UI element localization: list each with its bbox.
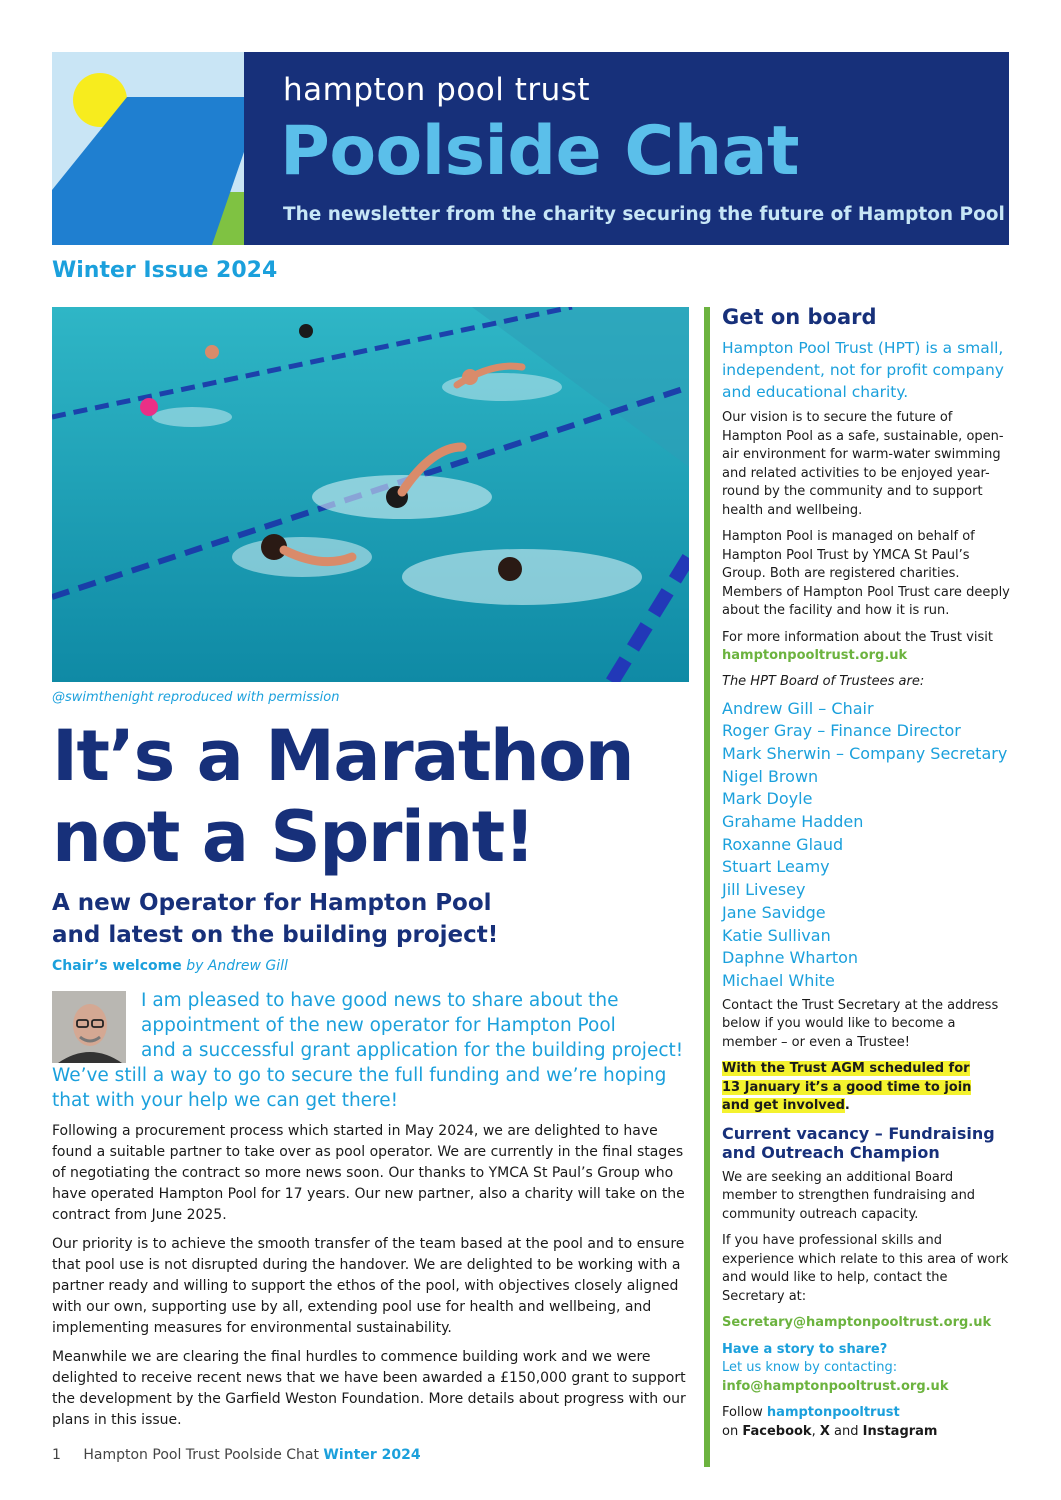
- intro-line-3: and a successful grant application for the building project!: [141, 1040, 684, 1061]
- list-item: Mark Sherwin – Company Secretary: [722, 743, 1008, 763]
- follow-word: Follow: [722, 1405, 763, 1421]
- agm-notice: With the Trust AGM scheduled for 13 January it’s a good time to join and get involved.: [722, 1061, 972, 1114]
- article-paragraph: Meanwhile we are clearing the final hurdles to commence building work and we were delighted to receive recent news that we have been awarded a £150,000 grant to support the development by the Garfield Weston Foundation. More details about progress with our plans in this issue.: [52, 1349, 686, 1428]
- info-email-link[interactable]: info@hamptonpooltrust.org.uk: [722, 1378, 949, 1394]
- intro-line-5: that with your help we can get there!: [52, 1090, 399, 1111]
- sidebar-title: Get on board: [722, 305, 877, 329]
- agm-line-3: and get involved: [722, 1098, 845, 1114]
- sidebar-contact: Contact the Trust Secretary at the address below if you would like to become a member – or even a Trustee!: [722, 997, 999, 1050]
- list-item: Jill Livesey: [722, 880, 806, 900]
- footer-publication: Hampton Pool Trust Poolside Chat: [83, 1447, 319, 1463]
- subheadline: [52, 888, 702, 951]
- social-handle[interactable]: hamptonpooltrust: [766, 1405, 900, 1421]
- chair-intro: [52, 988, 692, 1113]
- more-info-text: For more information about the Trust visit: [722, 629, 993, 645]
- story-text: Let us know by contacting:: [722, 1360, 898, 1376]
- list-item: Roxanne Glaud: [722, 834, 844, 854]
- sidebar-managed: Hampton Pool is managed on behalf of Hampton Pool Trust by YMCA St Paul’s Group. Both are registered charities. Members of Hampton Pool Trust care deeply about the facility and how it is run.: [722, 529, 1010, 618]
- intro-line-1: I am pleased to have good news to share about the: [141, 990, 619, 1011]
- swimmers-photo: [52, 307, 689, 682]
- page-footer: [52, 1447, 421, 1463]
- instagram-label[interactable]: Instagram: [862, 1423, 938, 1439]
- article-paragraph: Our priority is to achieve the smooth transfer of the team based at the pool and to ensure that pool use is not disrupted during the handover. We are delighted to be working with a partner ready and willing to support the ethos of the pool, with objectives closely aligned with our own, supporting use by all, extending pool use for health and wellbeing, and implementing measures for environmental sustainability.: [52, 1236, 685, 1336]
- list-item: Roger Gray – Finance Director: [722, 721, 961, 741]
- intro-line-4: We’ve still a way to go to secure the full funding and we’re hoping: [52, 1065, 667, 1086]
- list-item: Jane Savidge: [722, 902, 826, 922]
- and-word: and: [834, 1423, 859, 1439]
- photo-caption: @swimthenight reproduced with permission: [52, 690, 340, 705]
- headline-line-2: not a Sprint!: [52, 796, 535, 879]
- list-item: Andrew Gill – Chair: [722, 698, 874, 718]
- headline-line-1: It’s a Marathon: [52, 715, 634, 797]
- byline: [52, 958, 288, 974]
- byline-author: by Andrew Gill: [186, 958, 288, 974]
- newsletter-title: Poolside Chat: [280, 112, 800, 191]
- list-item: Grahame Hadden: [722, 812, 864, 832]
- list-item: Stuart Leamy: [722, 857, 830, 877]
- list-item: Katie Sullivan: [722, 925, 831, 945]
- trust-name: hampton pool trust: [283, 72, 591, 108]
- on-word: on: [722, 1423, 739, 1439]
- sidebar-more-info: [722, 629, 1012, 666]
- byline-kicker: Chair’s welcome: [52, 958, 182, 974]
- board-intro: The HPT Board of Trustees are:: [722, 673, 925, 689]
- page-number: 1: [52, 1447, 61, 1463]
- hampton-pool-trust-logo: [52, 52, 244, 245]
- issue-label: Winter Issue 2024: [52, 258, 278, 283]
- article-body: [52, 1121, 692, 1439]
- x-label[interactable]: X: [819, 1423, 830, 1439]
- masthead: [52, 52, 1009, 245]
- info-email-row: [722, 1378, 1012, 1397]
- subheadline-line-1: A new Operator for Hampton Pool: [52, 890, 492, 916]
- list-item: Michael White: [722, 970, 835, 990]
- vacancy-title: Current vacancy – Fundraising and Outreach Champion: [722, 1123, 995, 1163]
- sidebar-vision: Our vision is to secure the future of Hampton Pool as a safe, sustainable, open-air environment for warm-water swimming and related activities to be enjoyed year-round by the community and to support health and wellbeing.: [722, 410, 1004, 518]
- social-follow: Follow hamptonpooltrust on Facebook, X and Instagram: [722, 1405, 938, 1439]
- facebook-label[interactable]: Facebook: [742, 1423, 812, 1439]
- sidebar-rule: [704, 307, 710, 1467]
- intro-line-2: appointment of the new operator for Hampton Pool: [141, 1015, 616, 1036]
- newsletter-tagline: The newsletter from the charity securing the future of Hampton Pool: [283, 204, 1005, 225]
- agm-line-2: 13 January it’s a good time to join: [722, 1079, 972, 1095]
- headline: [52, 716, 702, 878]
- vacancy-text: We are seeking an additional Board member to strengthen fundraising and community outreach capacity.: [722, 1169, 976, 1222]
- sidebar-lead: Hampton Pool Trust (HPT) is a small, independent, not for profit company and educational charity.: [722, 339, 1004, 401]
- list-item: Mark Doyle: [722, 789, 813, 809]
- trustees-list: [722, 698, 1012, 993]
- list-item: Daphne Wharton: [722, 948, 859, 968]
- secretary-email-row: [722, 1314, 1012, 1333]
- website-link[interactable]: hamptonpooltrust.org.uk: [722, 648, 908, 663]
- story-question: Have a story to share?: [722, 1341, 888, 1357]
- sidebar-get-on-board: [722, 305, 1012, 1441]
- list-item: Nigel Brown: [722, 766, 819, 786]
- subheadline-line-2: and latest on the building project!: [52, 921, 499, 948]
- skills-text: If you have professional skills and experience which relate to this area of work and would like to help, contact the Secretary at:: [722, 1233, 1009, 1304]
- footer-edition: Winter 2024: [323, 1447, 421, 1463]
- agm-line-1: With the Trust AGM scheduled for: [722, 1061, 970, 1077]
- article-paragraph: Following a procurement process which started in May 2024, we are delighted to have found a suitable partner to take over as pool operator. We are currently in the final stages of negotiating the contract so more news soon. Our thanks to YMCA St Paul’s Group who have operated Hampton Pool for 17 years. Our new partner, also a charity will take on the contract from June 2025.: [52, 1123, 685, 1223]
- secretary-email-link[interactable]: Secretary@hamptonpooltrust.org.uk: [722, 1315, 992, 1331]
